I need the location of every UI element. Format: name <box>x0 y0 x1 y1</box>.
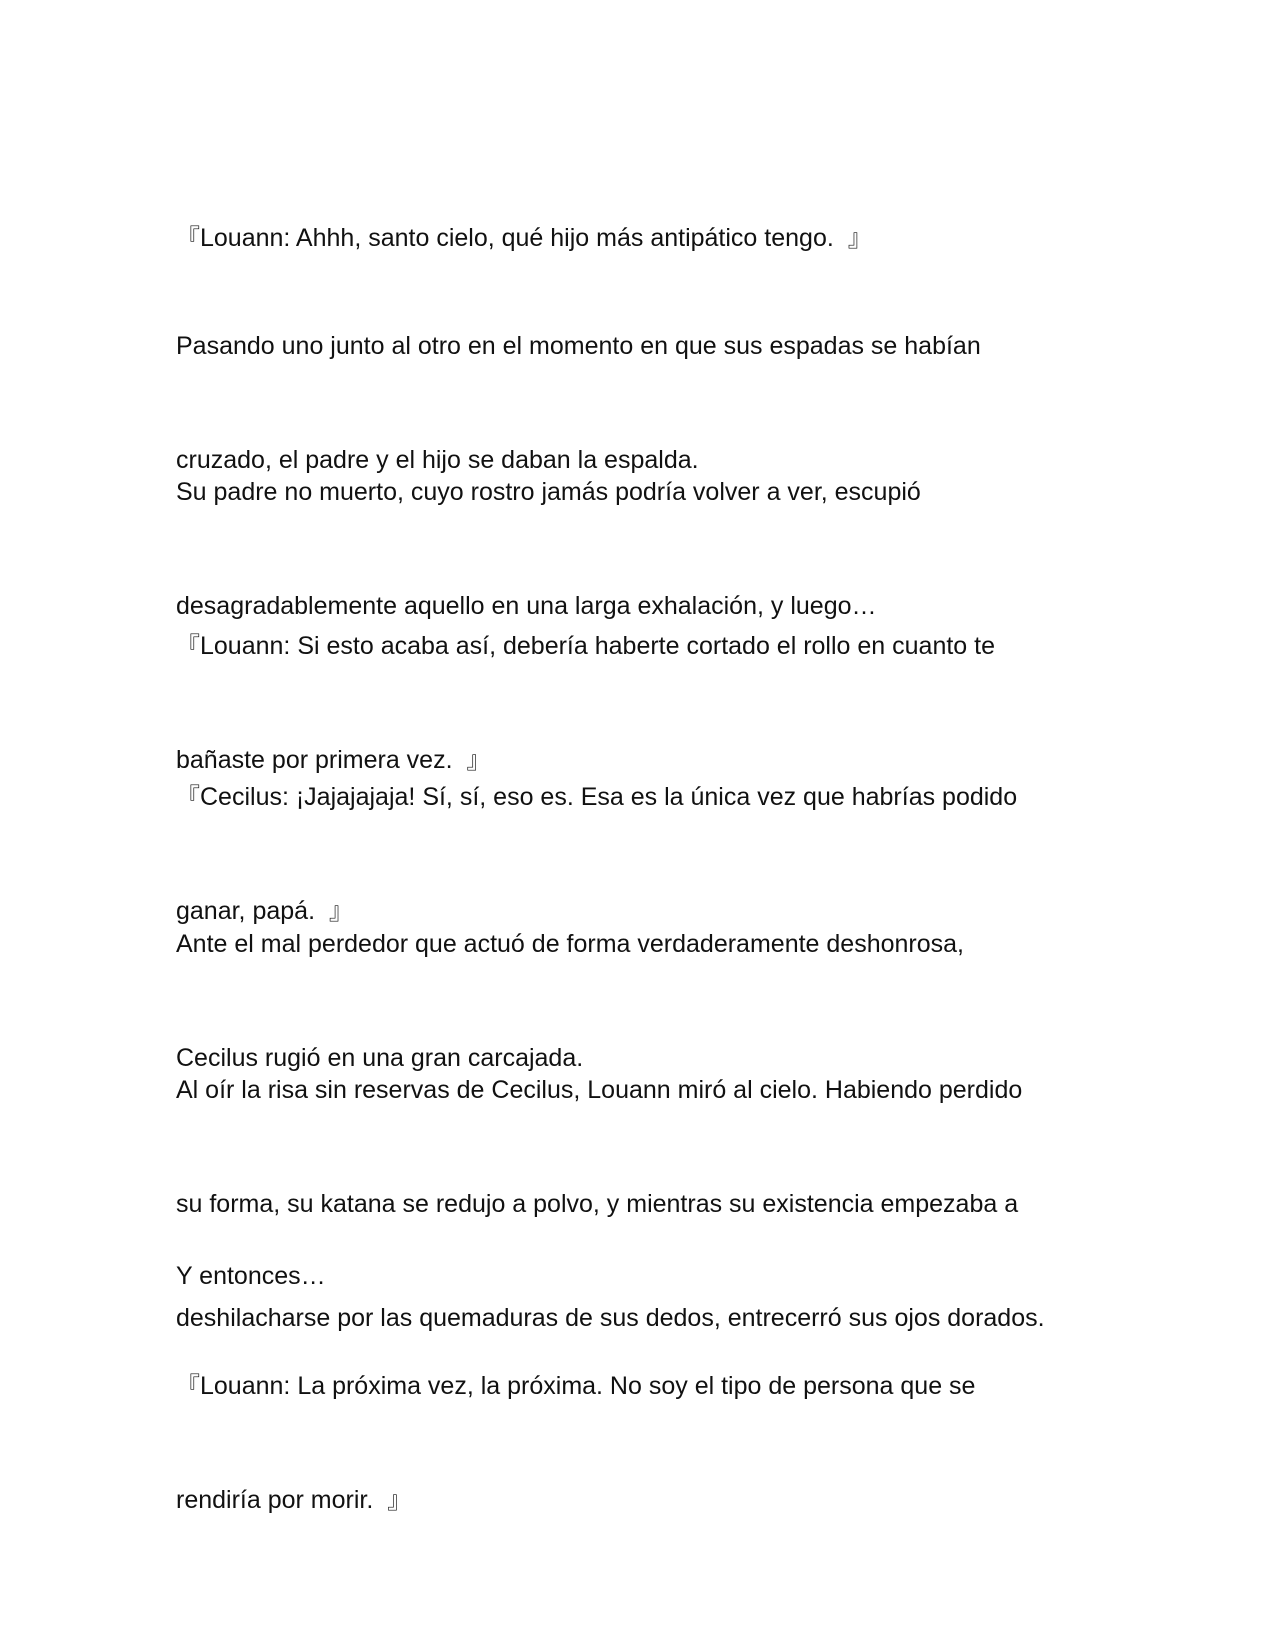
dialogue-text: rendiría por morir. <box>176 1486 374 1514</box>
dialogue-text: Louann: Ahhh, santo cielo, qué hijo más antipático tengo. <box>200 224 834 252</box>
text-line <box>176 627 1096 665</box>
text-line: su forma, su katana se redujo a polvo, y mientras su existencia empezaba a <box>176 1190 1019 1218</box>
text-line: Cecilus rugió en una gran carcajada. <box>176 1044 584 1072</box>
open-bracket: 『 <box>176 783 200 811</box>
close-bracket: 』 <box>328 897 353 925</box>
dialogue-text: Cecilus: ¡Jajajajaja! Sí, sí, eso es. Esa es la única vez que habrías podido <box>200 783 1018 811</box>
text-line: Pasando uno junto al otro en el momento en que sus espadas se habían <box>176 332 981 360</box>
close-bracket: 』 <box>466 746 491 774</box>
text-line: desagradablemente aquello en una larga exhalación, y luego… <box>176 592 877 620</box>
dialogue-text: ganar, papá. <box>176 897 316 925</box>
dialogue-text: Louann: Si esto acaba así, debería haberte cortado el rollo en cuanto te <box>200 632 995 660</box>
text-line: Y entonces… <box>176 1262 326 1290</box>
text-line: Al oír la risa sin reservas de Cecilus, Louann miró al cielo. Habiendo perdido <box>176 1076 1023 1104</box>
text-line: deshilacharse por las quemaduras de sus dedos, entrecerró sus ojos dorados. <box>176 1304 1045 1332</box>
text-line <box>176 778 1096 816</box>
text-line: Su padre no muerto, cuyo rostro jamás podría volver a ver, escupió <box>176 478 921 506</box>
text-line: Ante el mal perdedor que actuó de forma verdaderamente deshonrosa, <box>176 930 964 958</box>
open-bracket: 『 <box>176 1372 200 1400</box>
open-bracket: 『 <box>176 632 200 660</box>
dialogue-paragraph <box>176 1291 1096 1595</box>
close-bracket: 』 <box>387 1486 412 1514</box>
dialogue-text: bañaste por primera vez. <box>176 746 453 774</box>
close-bracket: 』 <box>847 224 872 252</box>
text-line: cruzado, el padre y el hijo se daban la espalda. <box>176 446 699 474</box>
text-line <box>176 1481 1096 1519</box>
text-line <box>176 1367 1096 1405</box>
open-bracket: 『 <box>176 224 200 252</box>
dialogue-text: Louann: La próxima vez, la próxima. No soy el tipo de persona que se <box>200 1372 976 1400</box>
